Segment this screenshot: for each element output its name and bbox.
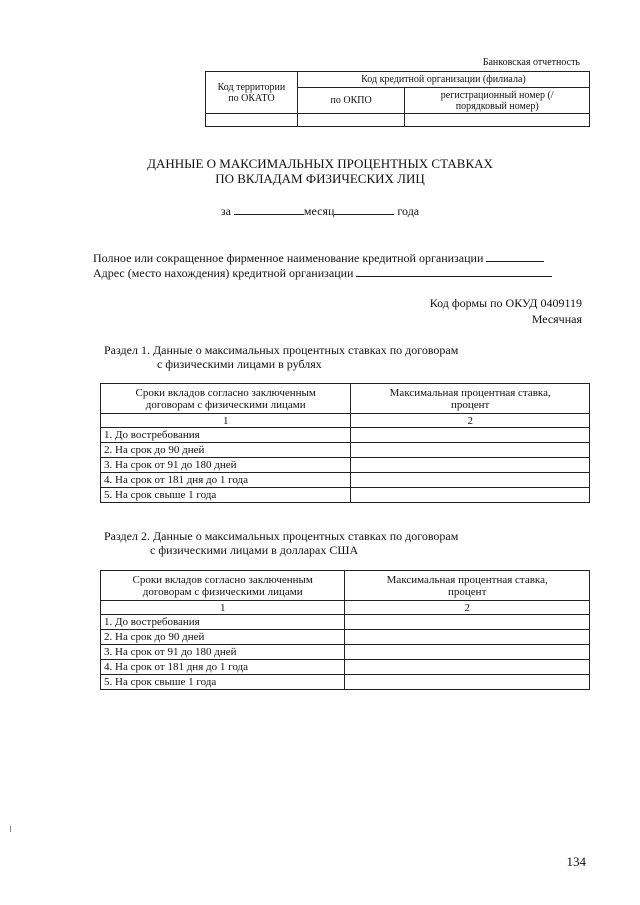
bank-reporting-label: Банковская отчетность	[482, 57, 580, 68]
section1-title-line-2: с физическими лицами в рублях	[157, 357, 322, 371]
section1-col-number-1: 1	[101, 414, 351, 428]
form-code: Код формы по ОКУД 0409119	[429, 296, 582, 310]
org-address-line	[93, 266, 583, 281]
section1-rate-cell[interactable]	[351, 428, 590, 443]
reporting-period	[120, 204, 520, 219]
section2-rate-cell[interactable]	[345, 660, 590, 675]
section2-row-label: 2. На срок до 90 дней	[101, 630, 345, 645]
reg-number-value[interactable]	[405, 114, 590, 127]
period-month-blank[interactable]	[234, 214, 304, 215]
section2-term-header: Сроки вкладов согласно заключенным договорам с физическими лицами	[101, 571, 345, 601]
section2-rate-cell[interactable]	[345, 675, 590, 690]
credit-org-code-header: Код кредитной организации (филиала)	[297, 72, 589, 88]
scan-artifact	[10, 826, 11, 832]
okpo-header: по ОКПО	[297, 88, 405, 114]
section1-col-number-2: 2	[351, 414, 590, 428]
section2-col-number-2: 2	[345, 601, 590, 615]
section2-rate-cell[interactable]	[345, 615, 590, 630]
period-year-blank[interactable]	[334, 214, 394, 215]
okpo-value[interactable]	[297, 114, 405, 127]
section2-row-label: 4. На срок от 181 дня до 1 года	[101, 660, 345, 675]
form-periodicity: Месячная	[531, 312, 582, 326]
section2-rate-header: Максимальная процентная ставка, процент	[345, 571, 590, 601]
period-year-label: года	[397, 204, 420, 218]
territory-code-header: Код территории по ОКАТО	[206, 72, 298, 114]
section2-col-number-1: 1	[101, 601, 345, 615]
title-line-1: ДАННЫЕ О МАКСИМАЛЬНЫХ ПРОЦЕНТНЫХ СТАВКАХ	[147, 156, 493, 171]
section2-rate-cell[interactable]	[345, 645, 590, 660]
page-number: 134	[566, 854, 586, 869]
section1-table	[100, 383, 590, 503]
section2-title-line-1: Раздел 2. Данные о максимальных процентных ставках по договорам	[104, 529, 459, 543]
section1-row-label: 2. На срок до 90 дней	[101, 443, 351, 458]
section1-title	[104, 343, 458, 371]
territory-code-value[interactable]	[206, 114, 298, 127]
section1-rate-cell[interactable]	[351, 458, 590, 473]
org-name-line	[93, 251, 583, 266]
section2-row-label: 5. На срок свыше 1 года	[101, 675, 345, 690]
section1-row-label: 5. На срок свыше 1 года	[101, 488, 351, 503]
section2-rate-cell[interactable]	[345, 630, 590, 645]
section1-rate-cell[interactable]	[351, 473, 590, 488]
document-title	[120, 156, 520, 186]
section1-row-label: 4. На срок от 181 дня до 1 года	[101, 473, 351, 488]
section1-rate-cell[interactable]	[351, 443, 590, 458]
section2-table	[100, 570, 590, 690]
section2-row-label: 1. До востребования	[101, 615, 345, 630]
title-line-2: ПО ВКЛАДАМ ФИЗИЧЕСКИХ ЛИЦ	[215, 171, 425, 186]
section2-title-line-2: с физическими лицами в долларах США	[150, 543, 359, 557]
org-address-blank[interactable]	[356, 276, 552, 277]
period-for: за	[220, 204, 231, 218]
section1-row-label: 1. До востребования	[101, 428, 351, 443]
period-month-label: месяц	[303, 204, 335, 218]
section1-row-label: 3. На срок от 91 до 180 дней	[101, 458, 351, 473]
section1-term-header: Сроки вкладов согласно заключенным договорам с физическими лицами	[101, 384, 351, 414]
org-address-label: Адрес (место нахождения) кредитной организации	[93, 266, 354, 280]
reg-number-header: регистрационный номер (/порядковый номер)	[405, 88, 590, 114]
org-name-blank[interactable]	[486, 261, 544, 262]
section1-rate-header: Максимальная процентная ставка, процент	[351, 384, 590, 414]
org-name-label: Полное или сокращенное фирменное наименование кредитной организации	[93, 251, 484, 265]
section1-rate-cell[interactable]	[351, 488, 590, 503]
section2-title	[104, 529, 458, 557]
org-code-table	[205, 71, 590, 127]
section1-title-line-1: Раздел 1. Данные о максимальных процентных ставках по договорам	[104, 343, 459, 357]
section2-row-label: 3. На срок от 91 до 180 дней	[101, 645, 345, 660]
